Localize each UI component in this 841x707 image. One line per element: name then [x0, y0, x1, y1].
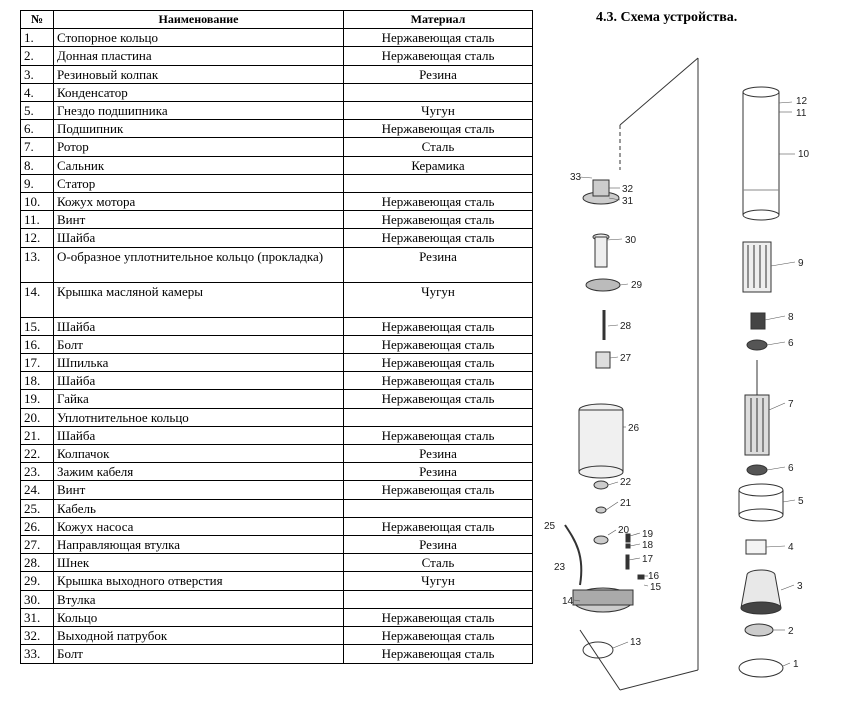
cell-name: Конденсатор	[54, 83, 344, 101]
callout-25: 25	[544, 521, 556, 532]
cell-num: 3.	[21, 65, 54, 83]
cell-name: Шайба	[54, 372, 344, 390]
cell-num: 28.	[21, 554, 54, 572]
table-row	[21, 47, 533, 65]
cell-name: Гайка	[54, 390, 344, 408]
stator	[743, 242, 771, 292]
cell-num: 7.	[21, 138, 54, 156]
cell-material: Нержавеющая сталь	[344, 29, 533, 47]
callout-10: 10	[798, 149, 810, 160]
callout-5: 5	[798, 496, 804, 507]
cell-name: Болт	[54, 645, 344, 663]
bearing-seat	[739, 484, 783, 521]
cell-num: 9.	[21, 174, 54, 192]
callout-31: 31	[622, 196, 634, 207]
table-row	[21, 608, 533, 626]
cell-num: 2.	[21, 47, 54, 65]
cell-name: Шайба	[54, 229, 344, 247]
cell-name: Статор	[54, 174, 344, 192]
table-row	[21, 335, 533, 353]
frame-line	[580, 630, 620, 690]
cell-name: Винт	[54, 211, 344, 229]
cell-num: 12.	[21, 229, 54, 247]
cell-num: 33.	[21, 645, 54, 663]
table-row	[21, 83, 533, 101]
table-row	[21, 445, 533, 463]
callout-18: 18	[642, 540, 654, 551]
cell-material: Сталь	[344, 138, 533, 156]
cell-material: Нержавеющая сталь	[344, 481, 533, 499]
bushing	[593, 234, 609, 267]
cell-material: Керамика	[344, 156, 533, 174]
callout-15: 15	[650, 582, 662, 593]
cell-num: 1.	[21, 29, 54, 47]
table-row	[21, 193, 533, 211]
cell-material: Чугун	[344, 572, 533, 590]
callout-19: 19	[642, 529, 654, 540]
cell-material: Нержавеющая сталь	[344, 335, 533, 353]
table-row	[21, 481, 533, 499]
cell-name: Шпилька	[54, 354, 344, 372]
frame-line	[620, 670, 698, 690]
table-row	[21, 463, 533, 481]
cell-material	[344, 590, 533, 608]
callout-2: 2	[788, 626, 794, 637]
table-row	[21, 120, 533, 138]
cell-material: Чугун	[344, 282, 533, 317]
cap-washer	[594, 481, 608, 513]
table-row	[21, 156, 533, 174]
table-row	[21, 229, 533, 247]
cell-num: 20.	[21, 408, 54, 426]
cell-name: Зажим кабеля	[54, 463, 344, 481]
cell-material	[344, 174, 533, 192]
cell-material: Нержавеющая сталь	[344, 426, 533, 444]
cell-num: 10.	[21, 193, 54, 211]
capacitor	[746, 540, 766, 554]
cell-material	[344, 83, 533, 101]
exploded-pump-diagram	[540, 30, 841, 707]
table-row	[21, 517, 533, 535]
cell-name: Шайба	[54, 317, 344, 335]
outlet-cover	[586, 279, 620, 291]
table-row	[21, 211, 533, 229]
callout-4: 4	[788, 542, 794, 553]
cell-num: 16.	[21, 335, 54, 353]
rotor	[745, 360, 769, 455]
cell-name: Кольцо	[54, 608, 344, 626]
cell-num: 26.	[21, 517, 54, 535]
table-row	[21, 282, 533, 317]
table-row	[21, 29, 533, 47]
callout-22: 22	[620, 477, 632, 488]
table-row	[21, 627, 533, 645]
retaining-ring	[739, 659, 783, 677]
cell-material: Нержавеющая сталь	[344, 372, 533, 390]
frame-line	[620, 58, 698, 125]
cell-num: 21.	[21, 426, 54, 444]
table-row	[21, 247, 533, 282]
cell-num: 6.	[21, 120, 54, 138]
callout-32: 32	[622, 184, 634, 195]
table-row	[21, 536, 533, 554]
cell-num: 32.	[21, 627, 54, 645]
cell-num: 5.	[21, 102, 54, 120]
cell-num: 22.	[21, 445, 54, 463]
outlet-pipe	[583, 180, 619, 204]
cell-name: О-образное уплотнительное кольцо (прокладка)	[54, 247, 344, 282]
cell-name: Направляющая втулка	[54, 536, 344, 554]
cell-num: 11.	[21, 211, 54, 229]
cell-name: Донная пластина	[54, 47, 344, 65]
mechanical-seal	[751, 313, 765, 329]
cell-material: Нержавеющая сталь	[344, 390, 533, 408]
table-row	[21, 645, 533, 663]
table-row	[21, 554, 533, 572]
cell-num: 27.	[21, 536, 54, 554]
callout-3: 3	[797, 581, 803, 592]
callout-17: 17	[642, 554, 654, 565]
cell-material: Резина	[344, 65, 533, 83]
cell-material: Нержавеющая сталь	[344, 317, 533, 335]
header-material: Материал	[344, 11, 533, 29]
callout-6a: 6	[788, 338, 794, 349]
table-row	[21, 590, 533, 608]
callout-20: 20	[618, 525, 630, 536]
cell-num: 14.	[21, 282, 54, 317]
callout-7: 7	[788, 399, 794, 410]
cell-num: 31.	[21, 608, 54, 626]
cell-num: 30.	[21, 590, 54, 608]
cell-name: Кожух насоса	[54, 517, 344, 535]
cell-num: 13.	[21, 247, 54, 282]
table-row	[21, 354, 533, 372]
table-row	[21, 138, 533, 156]
cell-material: Нержавеющая сталь	[344, 229, 533, 247]
bearing-upper	[747, 340, 767, 350]
cell-num: 4.	[21, 83, 54, 101]
cell-material: Чугун	[344, 102, 533, 120]
callout-14: 14	[562, 596, 574, 607]
table-row	[21, 317, 533, 335]
guide-bushing	[596, 352, 610, 368]
cell-material: Нержавеющая сталь	[344, 608, 533, 626]
cell-num: 8.	[21, 156, 54, 174]
cell-material: Нержавеющая сталь	[344, 193, 533, 211]
callout-26: 26	[628, 423, 640, 434]
motor-housing	[743, 87, 779, 220]
cell-material: Нержавеющая сталь	[344, 627, 533, 645]
callout-1: 1	[793, 659, 799, 670]
cable-clamp	[565, 525, 581, 585]
cell-name: Колпачок	[54, 445, 344, 463]
cell-material: Резина	[344, 445, 533, 463]
cell-material: Нержавеющая сталь	[344, 517, 533, 535]
table-row	[21, 372, 533, 390]
cell-name: Сальник	[54, 156, 344, 174]
header-num: №	[21, 11, 54, 29]
cell-num: 24.	[21, 481, 54, 499]
cell-material	[344, 499, 533, 517]
bearing-lower	[747, 465, 767, 475]
callout-33: 33	[570, 172, 582, 183]
cell-num: 29.	[21, 572, 54, 590]
cell-name: Уплотнительное кольцо	[54, 408, 344, 426]
cell-name: Кожух мотора	[54, 193, 344, 211]
bottom-plate	[745, 624, 773, 636]
cell-num: 17.	[21, 354, 54, 372]
cell-material: Сталь	[344, 554, 533, 572]
cell-name: Гнездо подшипника	[54, 102, 344, 120]
cell-material: Нержавеющая сталь	[344, 211, 533, 229]
callout-28: 28	[620, 321, 632, 332]
cell-material	[344, 408, 533, 426]
table-row	[21, 174, 533, 192]
cell-name: Втулка	[54, 590, 344, 608]
cell-name: Ротор	[54, 138, 344, 156]
callout-21: 21	[620, 498, 632, 509]
callout-8: 8	[788, 312, 794, 323]
cell-name: Крышка масляной камеры	[54, 282, 344, 317]
cell-material: Нержавеющая сталь	[344, 47, 533, 65]
cell-num: 15.	[21, 317, 54, 335]
callout-29: 29	[631, 280, 643, 291]
cell-material: Нержавеющая сталь	[344, 120, 533, 138]
header-name: Наименование	[54, 11, 344, 29]
pump-housing	[579, 404, 623, 478]
callout-16: 16	[648, 571, 660, 582]
o-ring	[583, 642, 613, 658]
scheme-title: 4.3. Схема устройства.	[596, 10, 738, 25]
cell-name: Выходной патрубок	[54, 627, 344, 645]
cell-name: Крышка выходного отверстия	[54, 572, 344, 590]
cell-name: Шнек	[54, 554, 344, 572]
table-row	[21, 65, 533, 83]
cell-name: Подшипник	[54, 120, 344, 138]
cell-num: 23.	[21, 463, 54, 481]
cell-name: Резиновый колпак	[54, 65, 344, 83]
rubber-cap	[741, 570, 781, 614]
callout-30: 30	[625, 235, 637, 246]
table-row	[21, 426, 533, 444]
table-row	[21, 408, 533, 426]
cell-material: Нержавеющая сталь	[344, 645, 533, 663]
table-row	[21, 102, 533, 120]
cell-name: Винт	[54, 481, 344, 499]
cell-material: Резина	[344, 247, 533, 282]
cell-name: Шайба	[54, 426, 344, 444]
cell-num: 19.	[21, 390, 54, 408]
parts-table	[20, 10, 533, 664]
callout-23: 23	[554, 562, 566, 573]
callout-12: 12	[796, 96, 808, 107]
cell-name: Болт	[54, 335, 344, 353]
cell-material: Нержавеющая сталь	[344, 354, 533, 372]
callout-11: 11	[796, 108, 807, 119]
cell-name: Стопорное кольцо	[54, 29, 344, 47]
table-row	[21, 499, 533, 517]
cell-num: 18.	[21, 372, 54, 390]
callout-27: 27	[620, 353, 632, 364]
callout-13: 13	[630, 637, 642, 648]
table-row	[21, 572, 533, 590]
callout-6b: 6	[788, 463, 794, 474]
table-header-row	[21, 11, 533, 29]
cell-material: Резина	[344, 463, 533, 481]
table-row	[21, 390, 533, 408]
cell-name: Кабель	[54, 499, 344, 517]
cell-material: Резина	[344, 536, 533, 554]
callout-9: 9	[798, 258, 804, 269]
cell-num: 25.	[21, 499, 54, 517]
